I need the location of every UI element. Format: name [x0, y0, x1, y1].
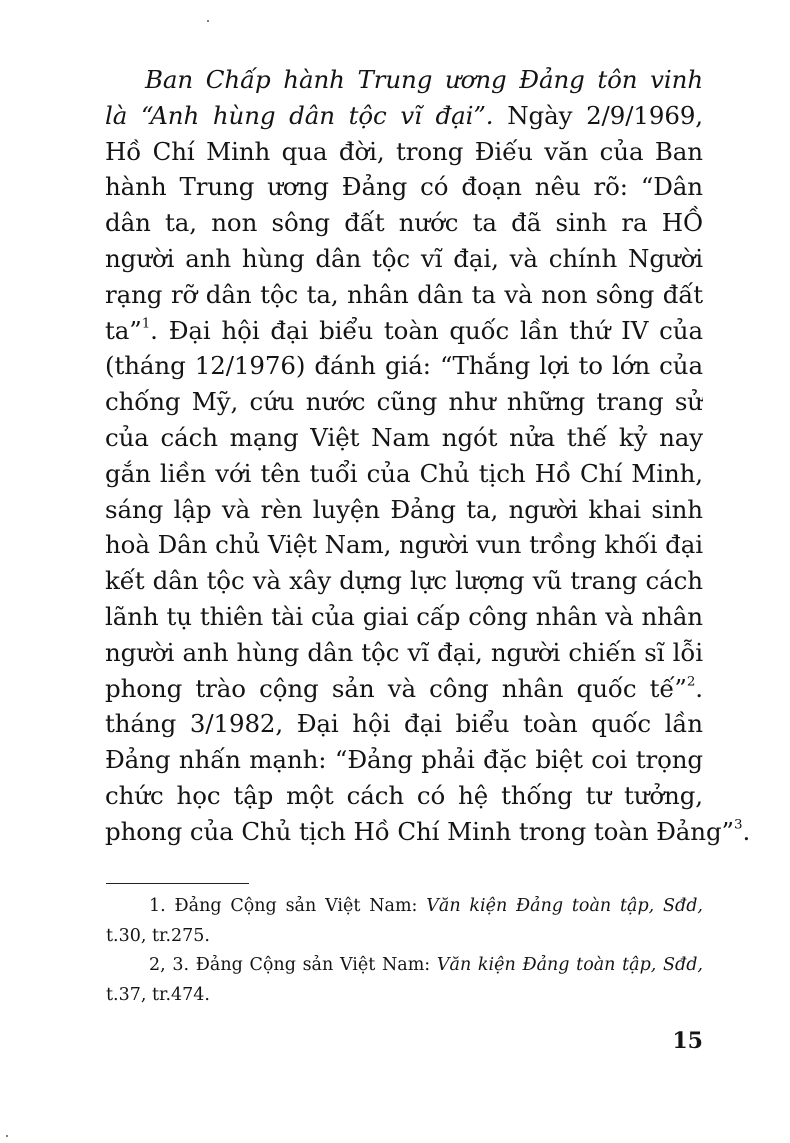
text-line — [105, 241, 703, 277]
text-line — [105, 205, 703, 241]
text-line — [105, 814, 751, 850]
footnote-ref: 3 — [733, 816, 743, 833]
text-run: Văn kiện Đảng toàn tập, Sđd, — [436, 955, 703, 975]
text-run: lãnh tụ thiên tài của giai cấp công nhân và nhân — [105, 601, 703, 631]
footnote-divider — [106, 883, 249, 884]
text-line — [105, 348, 703, 384]
text-run: là “Anh hùng dân tộc vĩ đại”. — [105, 100, 494, 130]
text-run: 2, 3. Đảng Cộng sản Việt Nam: — [149, 955, 437, 975]
text-run: người anh hùng dân tộc vĩ đại, và chính Người — [105, 243, 703, 273]
text-run: (tháng 12/1976) đánh giá: “Thắng lợi to lớn của — [105, 351, 703, 381]
text-run: . Đại hội đại biểu toàn quốc lần thứ IV của — [150, 315, 703, 345]
text-run: Ngày 2/9/1969, — [507, 100, 703, 130]
text-line — [105, 706, 703, 742]
text-run: Đảng nhấn mạnh: “Đảng phải đặc biệt coi trọng — [105, 745, 703, 775]
text-line — [105, 277, 703, 313]
text-line — [105, 420, 703, 456]
text-run: hoà Dân chủ Việt Nam, người vun trồng khối đại — [105, 530, 703, 560]
text-run: hành Trung ương Đảng có đoạn nêu rõ: “Dân — [105, 172, 703, 202]
text-line — [105, 671, 703, 707]
text-run: Ban Chấp hành Trung ương Đảng tôn vinh — [145, 65, 703, 94]
text-line — [105, 563, 703, 599]
footnote-ref: 1 — [141, 315, 151, 332]
text-run: Hồ Chí Minh qua đời, trong Điếu văn của Ban — [105, 136, 703, 166]
text-line — [105, 169, 703, 205]
text-line — [105, 134, 703, 170]
text-line — [105, 456, 703, 492]
text-line — [105, 778, 703, 814]
text-run: Văn kiện Đảng toàn tập, Sđd, — [426, 896, 703, 916]
text-run: dân ta, non sông đất nước ta đã sinh ra HỒ — [105, 208, 703, 238]
text-run: phong trào cộng sản và công nhân quốc tế” — [105, 673, 687, 703]
text-run: người anh hùng dân tộc vĩ đại, người chiến sĩ lỗi — [105, 637, 703, 667]
text-line — [105, 527, 703, 563]
text-run: . — [695, 673, 703, 703]
text-line — [105, 98, 703, 134]
text-run: rạng rỡ dân tộc ta, nhân dân ta và non sông đất — [105, 279, 703, 309]
footnote-line: t.30, tr.275. — [106, 925, 210, 946]
footnote-ref: 2 — [686, 673, 696, 690]
text-run: ta” — [105, 315, 142, 345]
text-line — [105, 635, 703, 671]
text-line — [105, 384, 703, 420]
bottom-speck — [6, 1135, 8, 1137]
text-line — [105, 62, 703, 98]
text-run: chống Mỹ, cứu nước cũng như những trang sử — [105, 387, 703, 417]
text-run: kết dân tộc và xây dựng lực lượng vũ trang cách — [105, 566, 703, 596]
text-run: sáng lập và rèn luyện Đảng ta, người khai sinh — [105, 494, 703, 524]
text-line — [105, 492, 703, 528]
main-paragraph — [105, 62, 751, 850]
footnote-line: t.37, tr.474. — [106, 984, 210, 1005]
text-run: tháng 3/1982, Đại hội đại biểu toàn quốc lần — [105, 709, 703, 739]
text-run: của cách mạng Việt Nam ngót nửa thế kỷ nay — [105, 422, 703, 452]
footnotes — [106, 892, 703, 1010]
page-number: 15 — [672, 1028, 703, 1054]
text-run: . — [742, 816, 751, 846]
text-line — [105, 742, 703, 778]
top-speck — [207, 20, 209, 22]
footnote-line — [106, 892, 703, 922]
footnote-line — [106, 951, 703, 981]
text-run: chức học tập một cách có hệ thống tư tưởng, — [105, 780, 703, 810]
text-line — [105, 599, 703, 635]
text-run: 1. Đảng Cộng sản Việt Nam: — [149, 896, 427, 916]
text-line — [105, 313, 703, 349]
text-run: gắn liền với tên tuổi của Chủ tịch Hồ Chí Minh, — [105, 458, 703, 488]
text-run: phong của Chủ tịch Hồ Chí Minh trong toàn Đảng” — [105, 816, 734, 846]
